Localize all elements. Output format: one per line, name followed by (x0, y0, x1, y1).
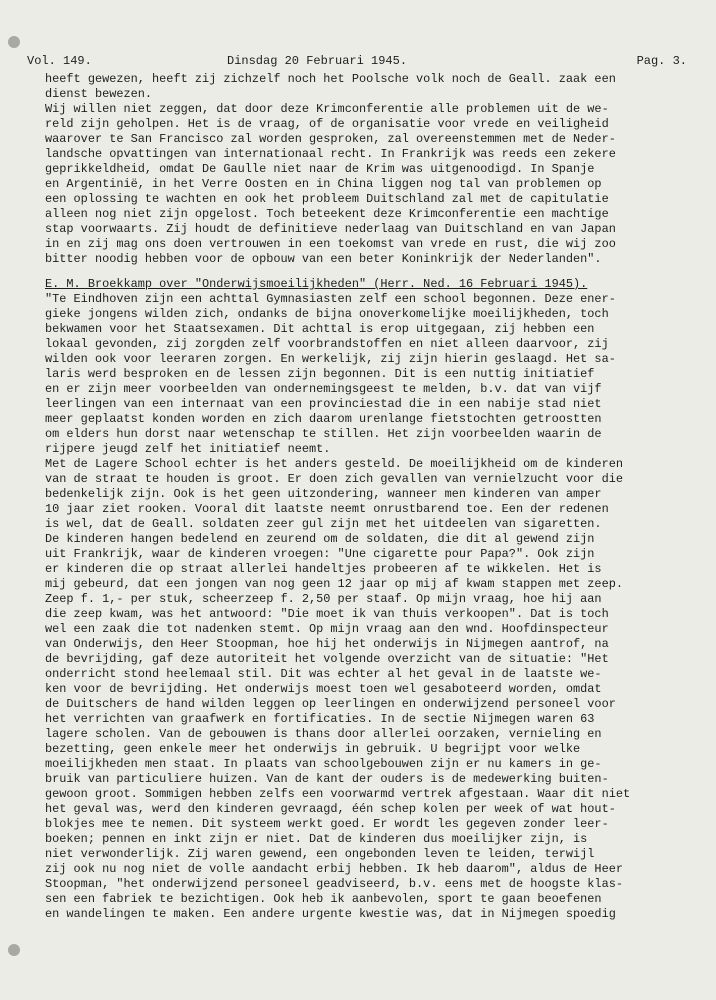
text-line: boeken; pennen en inkt zijn er niet. Dat de kinderen dus moeilijker zijn, is (45, 832, 588, 846)
text-line: landsche opvattingen van internationaal recht. In Frankrijk was reeds een zekere (45, 147, 616, 161)
text-line: en wandelingen te maken. Een andere urgente kwestie was, dat in Nijmegen spoedig (45, 907, 616, 921)
text-line: Met de Lagere School echter is het anders gesteld. De moeilijkheid om de kinderen (45, 457, 623, 471)
text-line: rijpere jeugd zelf het initiatief neemt. (45, 442, 331, 456)
text-line: Zeep f. 1,- per stuk, scheerzeep f. 2,50 per staaf. Op mijn vraag, hoe hij aan (45, 592, 602, 606)
text-line: ken voor de bevrijding. Het onderwijs moest toen wel gesaboteerd worden, omdat (45, 682, 602, 696)
paragraph-onderwijs (45, 292, 685, 922)
text-line: het verrichten van graafwerk en fortificaties. In de sectie Nijmegen waren 63 (45, 712, 595, 726)
text-line: en er zijn meer voorbeelden van ondernemingsgeest te melden, b.v. dat van vijf (45, 382, 602, 396)
text-line: De kinderen hangen bedelend en zeurend om de soldaten, die dit al gewend zijn (45, 532, 595, 546)
text-line: "Te Eindhoven zijn een achttal Gymnasiasten zelf een school begonnen. Deze ener- (45, 292, 616, 306)
document-body (45, 72, 685, 922)
text-line: bedenkelijk zijn. Ook is het geen uitzondering, wanneer men kinderen van amper (45, 487, 602, 501)
text-line: waarover te San Francisco zal worden gesproken, zal overeenstemmen met de Neder- (45, 132, 616, 146)
text-line: leerlingen van een internaat van een provinciestad die in een nabije stad niet (45, 397, 602, 411)
text-line: is wel, dat de Geall. soldaten zeer gul zijn met het uitdeelen van sigaretten. (45, 517, 602, 531)
text-line: heeft gewezen, heeft zij zichzelf noch het Poolsche volk noch de Geall. zaak een (45, 72, 616, 86)
text-line: gieke jongens wilden zich, ondanks de bijna onoverkomelijke moeilijkheden, toch (45, 307, 609, 321)
text-line: gewoon groot. Sommigen hebben zelfs een voorwarmd vertrek afgestaan. Waar dit niet (45, 787, 631, 801)
punch-hole (8, 944, 20, 956)
text-line: de bevrijding, gaf deze autoriteit het volgende overzicht van de situatie: "Het (45, 652, 609, 666)
text-line: om elders hun dorst naar wetenschap te stillen. Het zijn voorbeelden waarin de (45, 427, 602, 441)
text-line: er kinderen die op straat allerlei handeltjes probeeren af te wikkelen. Het is (45, 562, 602, 576)
text-line: en Argentinië, in het Verre Oosten en in China liggen nog tal van problemen op (45, 177, 602, 191)
text-line: in en zij mag ons doen vertrouwen in een toekomst van vrede en rust, die wij zoo (45, 237, 616, 251)
text-line: bitter noodig hebben voor de opbouw van een beter Koninkrijk der Nederlanden". (45, 252, 602, 266)
text-line: Stoopman, "het onderwijzend personeel geadviseerd, b.v. eens met de hoogste klas- (45, 877, 623, 891)
text-line: meer geplaatst konden worden en zich daarom urenlange fietstochten getroostten (45, 412, 602, 426)
text-line: bruik van particuliere huizen. Van de kant der ouders is de medewerking buiten- (45, 772, 609, 786)
text-line: lokaal gevonden, zij zorgden zelf voorbrandstoffen en niet alleen daarvoor, zij (45, 337, 609, 351)
text-line: laris werd besproken en de lessen zijn begonnen. Dit is een nuttig initiatief (45, 367, 595, 381)
text-line: van Onderwijs, den Heer Stoopman, hoe hij het onderwijs in Nijmegen aantrof, na (45, 637, 609, 651)
text-line: dienst bewezen. (45, 87, 153, 101)
text-line: een oplossing te wachten en ook het probleem Duitschland zal met de capitulatie (45, 192, 609, 206)
text-line: het geval was, werd den kinderen gevraagd, één schep kolen per week of wat hout- (45, 802, 616, 816)
text-line: stap voorwaarts. Zij houdt de definitieve nederlaag van Duitschland en van Japan (45, 222, 616, 236)
text-line: reld zijn geholpen. Het is de vraag, of de organisatie voor vrede en veiligheid (45, 117, 609, 131)
text-line: wel een zaak die tot nadenken stemt. Op mijn vraag aan den wnd. Hoofdinspecteur (45, 622, 609, 636)
text-line: 10 jaar ziet rooken. Vooral dit laatste neemt onrustbarend toe. Een der redenen (45, 502, 609, 516)
text-line: zij ook nu nog niet de volle aandacht erbij hebben. Ik heb daarom", aldus de Heer (45, 862, 623, 876)
text-line: alleen nog niet zijn opgelost. Toch beteekent deze Krimconferentie een machtige (45, 207, 609, 221)
text-line: wilden ook voor leeraren zorgen. En werkelijk, zij zijn hierin geslaagd. Het sa- (45, 352, 616, 366)
text-line: bezetting, geen enkele meer het onderwijs in gebruik. U begrijpt voor welke (45, 742, 581, 756)
text-line: mij gebeurd, dat een jongen van nog geen 12 jaar op mij af kwam stappen met zeep. (45, 577, 623, 591)
text-line: bekwamen voor het Staatsexamen. Dit achttal is erop uitgegaan, zij hebben een (45, 322, 595, 336)
text-line: van de straat te houden is groot. Er doen zich gevallen van vernielzucht voor die (45, 472, 623, 486)
text-line: Wij willen niet zeggen, dat door deze Krimconferentie alle problemen uit de we- (45, 102, 609, 116)
text-line: de Duitschers de hand wilden leggen op leerlingen en onderwijzend personeel voor (45, 697, 616, 711)
text-line: sen een fabriek te bezichtigen. Ook heb ik aanbevolen, sport te gaan beoefenen (45, 892, 602, 906)
text-line: uit Frankrijk, waar de kinderen vroegen: "Une cigarette pour Papa?". Ook zijn (45, 547, 595, 561)
text-line: onderricht stond heelemaal stil. Dit was echter al het geval in de laatste we- (45, 667, 602, 681)
section-title: E. M. Broekkamp over "Onderwijsmoeilijkheden" (Herr. Ned. 16 Februari 1945). (45, 277, 588, 291)
text-line: moeilijkheden men staat. In plaats van schoolgebouwen zijn er nu kamers in ge- (45, 757, 602, 771)
punch-hole (8, 36, 20, 48)
text-line: niet verwonderlijk. Zij waren gewend, een ongebonden leven te leiden, terwijl (45, 847, 595, 861)
page-number: Pag. 3. (636, 54, 687, 68)
text-line: blokjes mee te nemen. Dit systeem werkt goed. Er wordt les gegeven zonder leer- (45, 817, 609, 831)
paragraph-krim-conference (45, 72, 685, 267)
text-line: die zeep kwam, was het antwoord: "Die moet ik van thuis verkoopen". Dat is toch (45, 607, 609, 621)
text-line: geprikkeldheid, omdat De Gaulle niet naar de Krim was uitgenoodigd. In Spanje (45, 162, 595, 176)
issue-date: Dinsdag 20 Februari 1945. (227, 54, 408, 68)
text-line: lagere scholen. Van de gebouwen is thans door allerlei oorzaken, vernieling en (45, 727, 602, 741)
volume-number: Vol. 149. (27, 54, 92, 68)
